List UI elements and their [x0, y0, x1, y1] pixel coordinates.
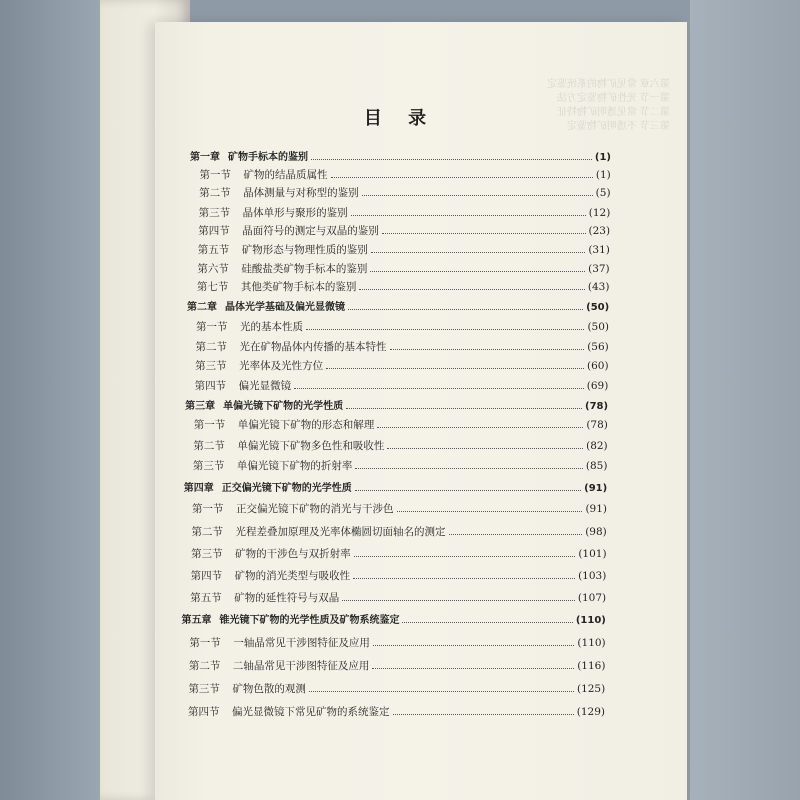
toc-chapter-row	[184, 479, 608, 495]
dot-leader	[326, 357, 584, 369]
toc-entry-label	[196, 319, 303, 335]
toc-entry-label	[194, 417, 375, 433]
toc-entry-label	[195, 358, 323, 374]
dot-leader	[348, 298, 583, 310]
dot-leader	[355, 457, 582, 469]
section-number: 第三节	[198, 207, 231, 219]
dot-leader	[346, 397, 582, 409]
page-number: (50)	[587, 321, 609, 333]
toc-entry-label	[191, 568, 351, 584]
toc-entry-label	[185, 399, 343, 415]
chapter-number: 第五章	[181, 615, 212, 626]
dot-leader	[342, 589, 575, 601]
page-number: (85)	[585, 460, 608, 472]
section-number: 第二节	[188, 660, 221, 672]
section-title: 偏光显微镜	[238, 380, 292, 392]
section-title: 硅酸盐类矿物手标本的鉴别	[241, 263, 368, 275]
dot-leader	[354, 545, 576, 557]
chapter-number: 第四章	[183, 483, 214, 494]
toc-entry-label	[191, 546, 351, 562]
toc-section-row	[188, 680, 605, 696]
page-number: (78)	[586, 419, 608, 431]
toc-section-row	[192, 523, 607, 539]
dot-leader	[359, 278, 584, 290]
dot-leader	[371, 241, 586, 253]
section-title: 偏光显微镜下常见矿物的系统鉴定	[232, 706, 390, 718]
toc-entry-label	[181, 613, 399, 629]
section-title: 矿物的结晶质属性	[243, 169, 328, 181]
page-number: (56)	[587, 341, 609, 353]
dot-leader	[387, 437, 583, 449]
toc-entry-label	[184, 481, 352, 497]
page-number: (50)	[586, 302, 610, 313]
section-title: 晶体单形与聚形的鉴别	[242, 207, 348, 219]
page-number: (1)	[595, 169, 611, 181]
dot-leader	[311, 148, 592, 160]
section-title: 其他类矿物手标本的鉴别	[240, 281, 357, 293]
toc-entry-label	[198, 223, 379, 239]
page-number: (107)	[577, 592, 607, 604]
section-number: 第二节	[193, 440, 225, 452]
section-number: 第五节	[190, 592, 222, 604]
toc-entry-label	[200, 167, 328, 183]
section-number: 第二节	[199, 187, 231, 199]
dot-leader	[402, 611, 572, 623]
section-number: 第六节	[197, 263, 229, 275]
toc-section-row	[199, 204, 611, 220]
dot-leader	[372, 657, 574, 669]
section-number: 第五节	[197, 244, 230, 256]
toc-section-row	[196, 338, 609, 354]
dot-leader	[351, 204, 586, 216]
section-title: 矿物的延性符号与双晶	[234, 592, 340, 604]
dot-leader	[390, 338, 585, 350]
section-title: 光在矿物晶体内传播的基本特性	[239, 341, 387, 353]
dot-leader	[377, 416, 583, 428]
section-number: 第三节	[195, 360, 227, 372]
section-number: 第四节	[188, 706, 220, 718]
chapter-number: 第二章	[187, 302, 218, 313]
page-number: (5)	[595, 187, 611, 199]
dot-leader	[362, 184, 593, 196]
toc-entry-label	[193, 458, 353, 474]
chapter-title: 矿物手标本的鉴别	[228, 152, 308, 163]
toc-section-row	[189, 634, 605, 650]
chapter-number: 第一章	[190, 152, 220, 163]
section-title: 单偏光镜下矿物的折射率	[236, 460, 353, 472]
section-title: 矿物的消光类型与吸收性	[234, 570, 351, 582]
toc-section-row	[192, 500, 607, 516]
section-number: 第一节	[199, 169, 232, 181]
section-title: 单偏光镜下矿物的形态和解理	[237, 419, 375, 431]
toc-section-row	[197, 278, 610, 294]
toc-section-row	[194, 416, 608, 432]
page-number: (116)	[577, 660, 606, 672]
section-number: 第三节	[188, 683, 220, 695]
section-title: 光的基本性质	[240, 321, 303, 333]
section-number: 第一节	[192, 503, 224, 515]
page-number: (98)	[585, 526, 607, 538]
page-number: (101)	[578, 548, 607, 560]
page-number: (82)	[586, 440, 608, 452]
table-of-contents	[0, 148, 800, 788]
dot-leader	[355, 479, 581, 491]
page-number: (69)	[586, 380, 609, 392]
toc-section-row	[190, 589, 606, 605]
section-number: 第二节	[195, 341, 228, 353]
chapter-title: 正交偏光镜下矿物的光学性质	[221, 483, 352, 494]
section-number: 第四节	[198, 225, 230, 237]
section-title: 一轴晶常见干涉图特征及应用	[233, 637, 370, 649]
section-number: 第一节	[196, 321, 228, 333]
section-title: 矿物形态与物理性质的鉴别	[241, 244, 368, 256]
page-number: (31)	[588, 244, 610, 256]
toc-entry-label	[196, 339, 387, 355]
toc-entry-label	[189, 658, 370, 674]
section-number: 第三节	[192, 460, 225, 472]
page-number: (60)	[586, 360, 609, 372]
section-title: 矿物的干涉色与双折射率	[235, 548, 351, 560]
dot-leader	[449, 523, 583, 535]
toc-entry-label	[188, 704, 390, 720]
section-title: 光率体及光性方位	[239, 360, 324, 372]
toc-entry-label	[199, 205, 348, 221]
toc-entry-label	[198, 242, 368, 258]
chapter-title: 单偏光镜下矿物的光学性质	[223, 401, 344, 412]
chapter-number: 第三章	[185, 401, 216, 412]
toc-section-row	[197, 260, 609, 276]
toc-section-row	[191, 545, 606, 561]
section-number: 第一节	[189, 637, 221, 649]
dot-leader	[382, 222, 586, 234]
section-number: 第七节	[196, 281, 229, 293]
toc-section-row	[189, 657, 606, 673]
toc-entry-label	[197, 279, 357, 295]
toc-section-row	[198, 241, 610, 257]
toc-section-row	[195, 357, 608, 373]
section-title: 晶体测量与对称型的鉴别	[243, 187, 359, 199]
toc-section-row	[196, 318, 609, 334]
bleed-through-text: 第六章 常见矿物的系统鉴定 第一节 光性矿物鉴定方法 第二节 常见透明矿物特征 第三节 不透明矿物鉴定	[546, 79, 670, 132]
section-number: 第三节	[191, 548, 223, 560]
toc-title: 目 录	[363, 108, 437, 129]
dot-leader	[294, 377, 584, 389]
section-number: 第四节	[190, 570, 223, 582]
section-title: 光程差叠加原理及光率体椭圆切面轴名的测定	[235, 526, 446, 538]
section-number: 第四节	[194, 380, 227, 392]
page-number: (12)	[588, 207, 611, 219]
toc-entry-label	[199, 185, 359, 201]
page-number: (125)	[576, 683, 606, 695]
toc-chapter-row	[181, 611, 605, 627]
dot-leader	[353, 567, 575, 579]
dot-leader	[393, 703, 574, 715]
toc-entry-label	[190, 590, 339, 606]
toc-section-row	[199, 184, 610, 200]
page-number: (43)	[587, 281, 610, 293]
page-number: (91)	[584, 483, 608, 494]
chapter-title: 锥光镜下矿物的光学性质及矿物系统鉴定	[219, 615, 400, 626]
page-number: (1)	[594, 152, 611, 163]
section-number: 第二节	[191, 526, 224, 538]
toc-entry-label	[195, 378, 292, 394]
toc-section-row	[193, 457, 608, 473]
section-title: 二轴晶常见干涉图特征及应用	[232, 660, 370, 672]
page-number: (129)	[576, 706, 605, 718]
page-number: (110)	[575, 615, 606, 626]
section-number: 第一节	[193, 419, 226, 431]
chapter-title: 晶体光学基础及偏光显微镜	[225, 302, 346, 313]
toc-section-row	[191, 567, 607, 583]
dot-leader	[370, 260, 585, 272]
toc-section-row	[188, 703, 605, 719]
toc-entry-label	[193, 438, 384, 454]
page-number: (91)	[585, 503, 607, 515]
page-number: (110)	[577, 637, 606, 649]
toc-entry-label	[192, 501, 394, 517]
toc-section-row	[200, 166, 611, 182]
dot-leader	[309, 680, 574, 692]
toc-entry-label	[192, 524, 446, 540]
toc-section-row	[195, 377, 609, 393]
page-number: (78)	[585, 401, 609, 412]
toc-entry-label	[189, 635, 370, 651]
section-title: 正交偏光镜下矿物的消光与干涉色	[236, 503, 394, 515]
toc-entry-label	[187, 300, 345, 316]
toc-chapter-row	[185, 397, 608, 413]
page-number: (23)	[588, 225, 611, 237]
toc-section-row	[193, 437, 607, 453]
dot-leader	[373, 634, 575, 646]
toc-entry-label	[188, 681, 306, 697]
toc-section-row	[198, 222, 610, 238]
page-number: (37)	[588, 263, 610, 275]
section-title: 矿物色散的观测	[232, 683, 306, 695]
toc-entry-label	[190, 150, 308, 166]
dot-leader	[397, 500, 583, 512]
section-title: 单偏光镜下矿物多色性和吸收性	[237, 440, 385, 452]
dot-leader	[306, 318, 584, 330]
page-number: (103)	[578, 570, 607, 582]
toc-chapter-row	[190, 148, 611, 164]
toc-entry-label	[197, 261, 367, 277]
dot-leader	[331, 166, 593, 178]
toc-chapter-row	[187, 298, 609, 314]
section-title: 晶面符号的测定与双晶的鉴别	[242, 225, 379, 237]
